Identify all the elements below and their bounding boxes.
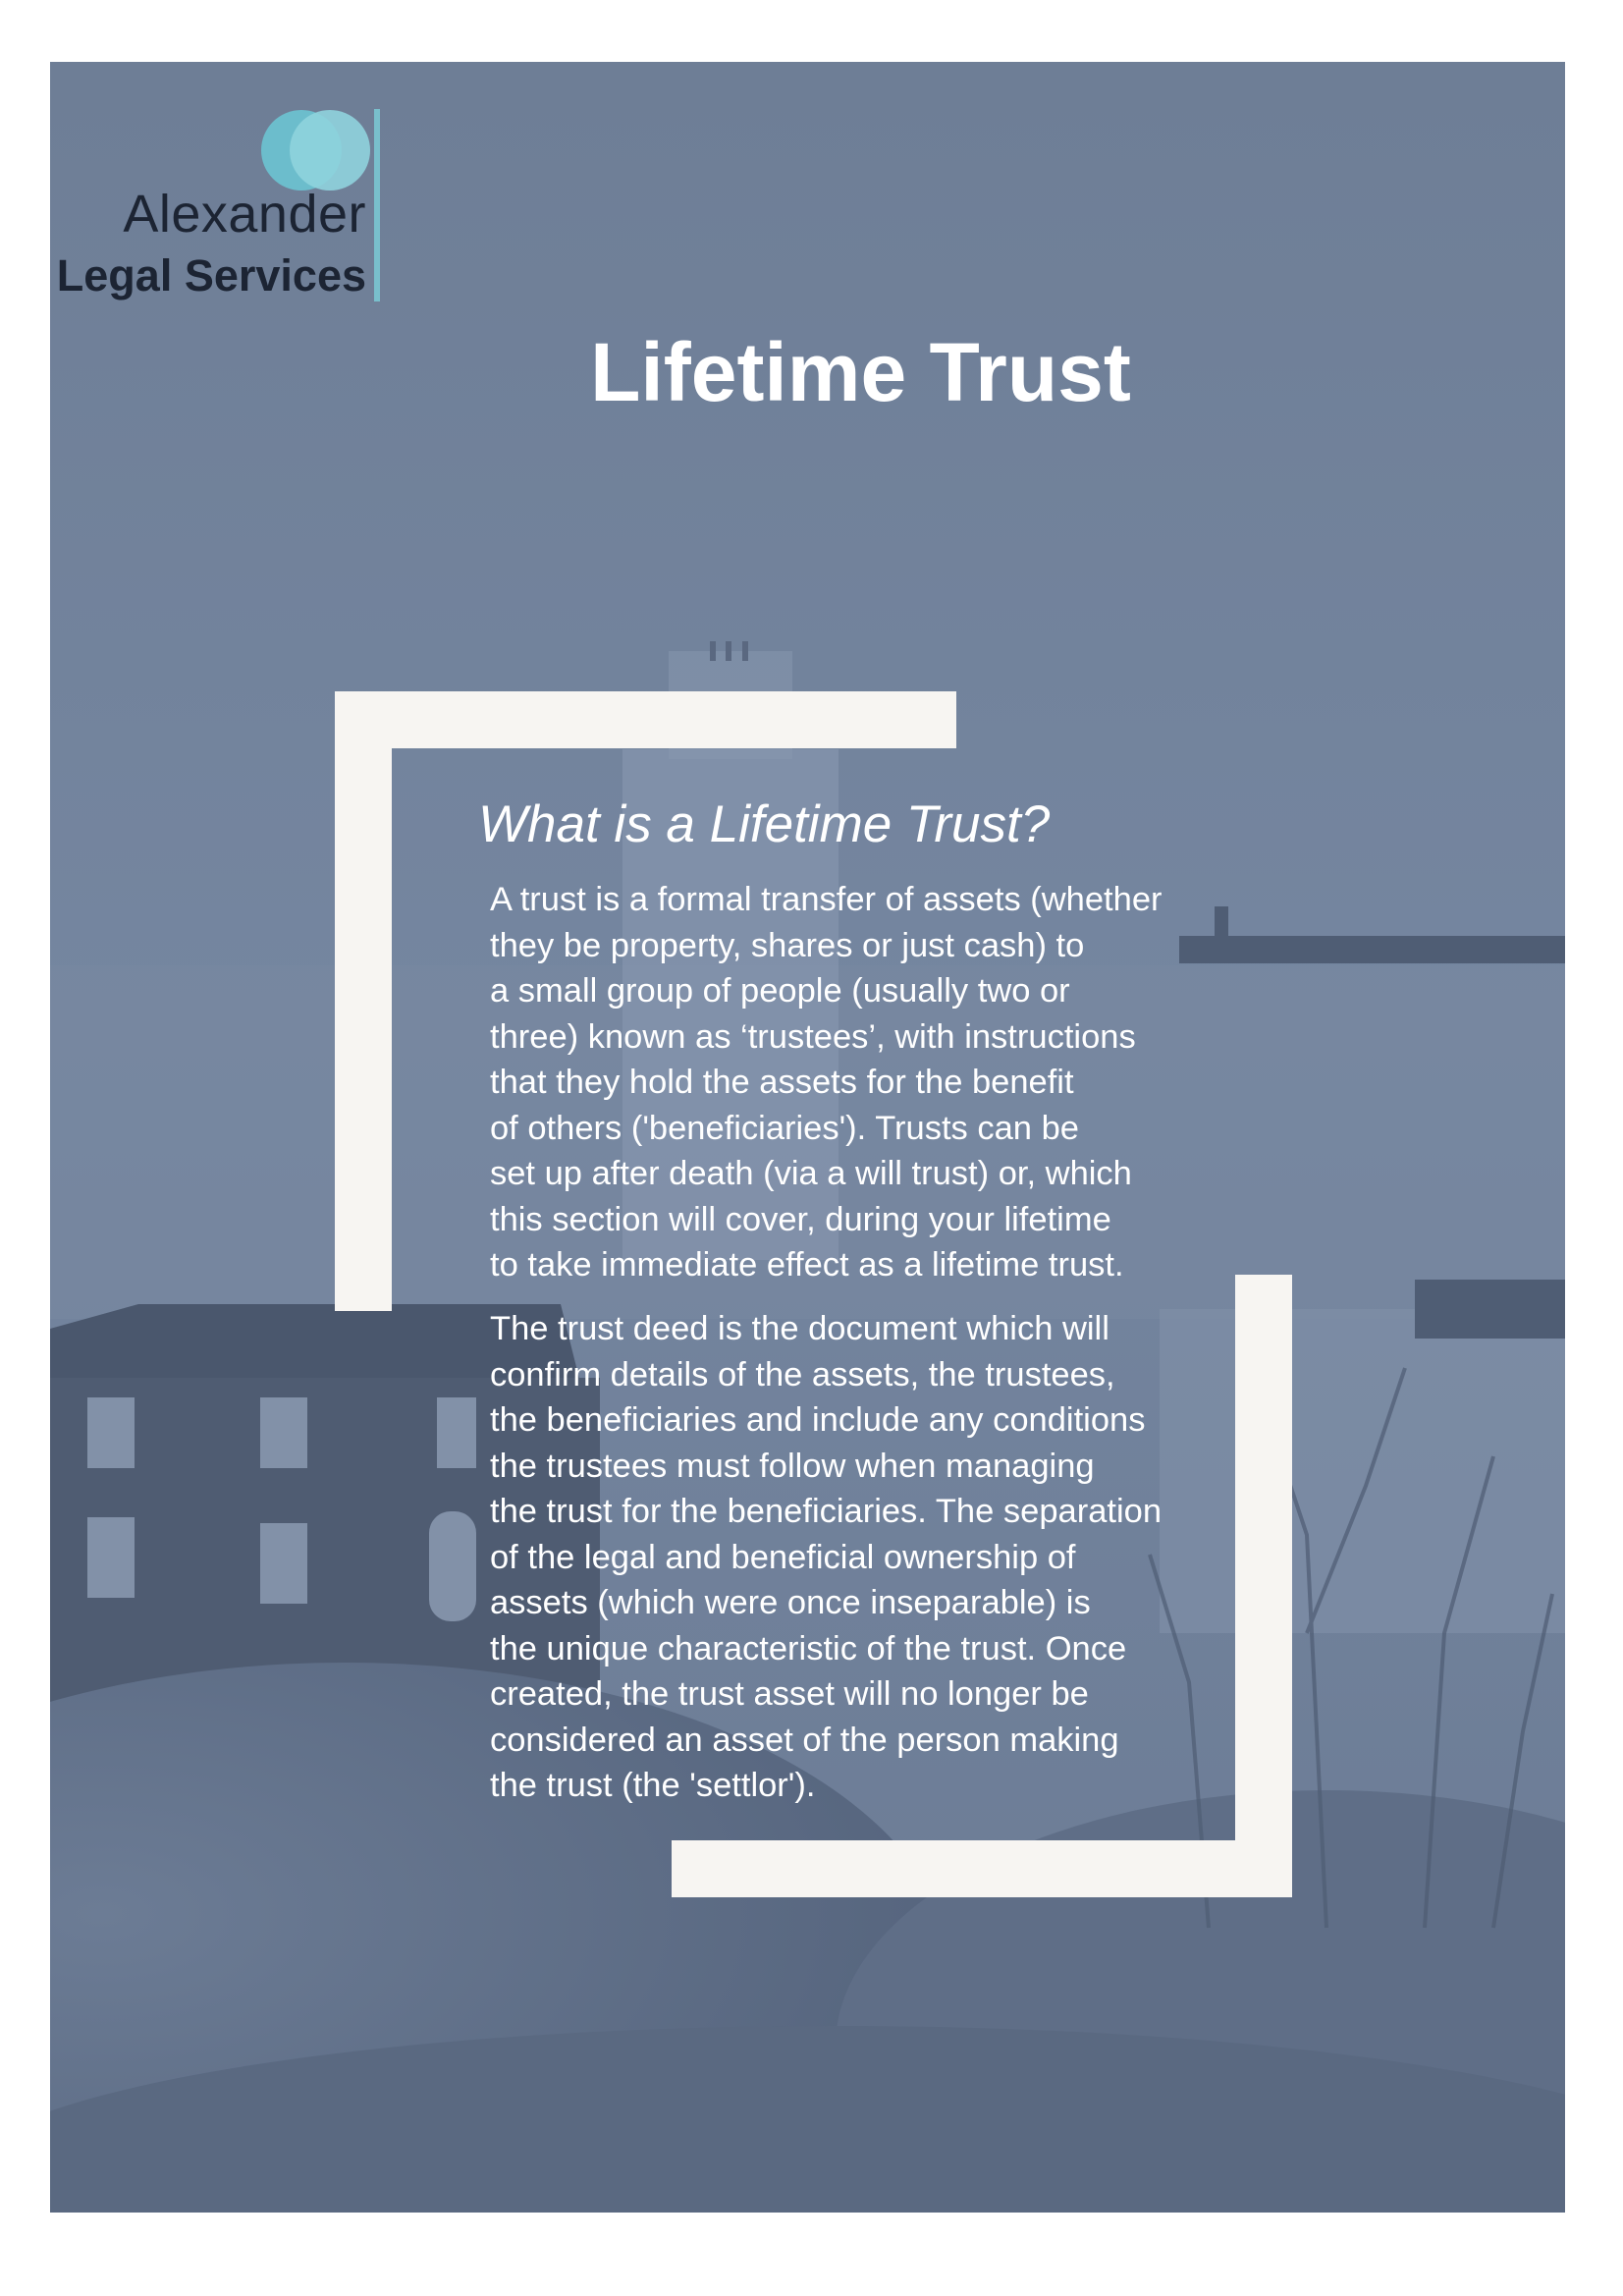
logo-divider [374, 109, 380, 301]
paragraph-line: The trust deed is the document which will [490, 1310, 1109, 1347]
paragraph-line: confirm details of the assets, the trustees, [490, 1355, 1115, 1394]
paragraph-line: the beneficiaries and include any conditions [490, 1401, 1146, 1439]
paragraph-line: created, the trust asset will no longer be [490, 1675, 1089, 1713]
paragraph-line: they be property, shares or just cash) to [490, 926, 1085, 964]
paragraph-line: the trust (the 'settlor'). [490, 1767, 816, 1804]
brochure-page [50, 62, 1565, 2213]
paragraph-line: A trust is a formal transfer of assets (whether [490, 881, 1163, 918]
paragraph-line: the trust for the beneficiaries. The separation [490, 1493, 1163, 1530]
paragraph-line: three) known as ‘trustees’, with instructions [490, 1017, 1136, 1056]
paragraph-line: the unique characteristic of the trust. Once [490, 1629, 1127, 1667]
frame-bottom-right-vertical [1235, 1275, 1292, 1897]
paragraph-line: a small group of people (usually two or [490, 972, 1070, 1010]
page-title: Lifetime Trust [590, 326, 1131, 418]
frame-top-left-vertical [335, 691, 392, 1311]
paragraph-line: that they hold the assets for the benefit [490, 1064, 1074, 1101]
paragraph-line: the trustees must follow when managing [490, 1447, 1095, 1485]
paragraph-line: of others ('beneficiaries'). Trusts can be [490, 1109, 1079, 1147]
paragraph-trust-deed [490, 1306, 1217, 1809]
logo-text-primary: Alexander [123, 185, 366, 244]
section-heading: What is a Lifetime Trust? [478, 795, 1051, 853]
paragraph-intro [490, 877, 1217, 1288]
frame-bottom-right-horizontal [672, 1840, 1292, 1897]
paragraph-line: this section will cover, during your lifetime [490, 1200, 1111, 1238]
paragraph-line: to take immediate effect as a lifetime trust. [490, 1246, 1124, 1284]
logo-text-secondary: Legal Services [56, 250, 366, 301]
paragraph-line: set up after death (via a will trust) or, which [490, 1155, 1132, 1192]
paragraph-line: assets (which were once inseparable) is [490, 1584, 1091, 1621]
logo-mark [259, 106, 372, 194]
frame-top-left-horizontal [335, 691, 956, 748]
paragraph-line: considered an asset of the person making [490, 1721, 1119, 1759]
paragraph-line: of the legal and beneficial ownership of [490, 1538, 1076, 1576]
